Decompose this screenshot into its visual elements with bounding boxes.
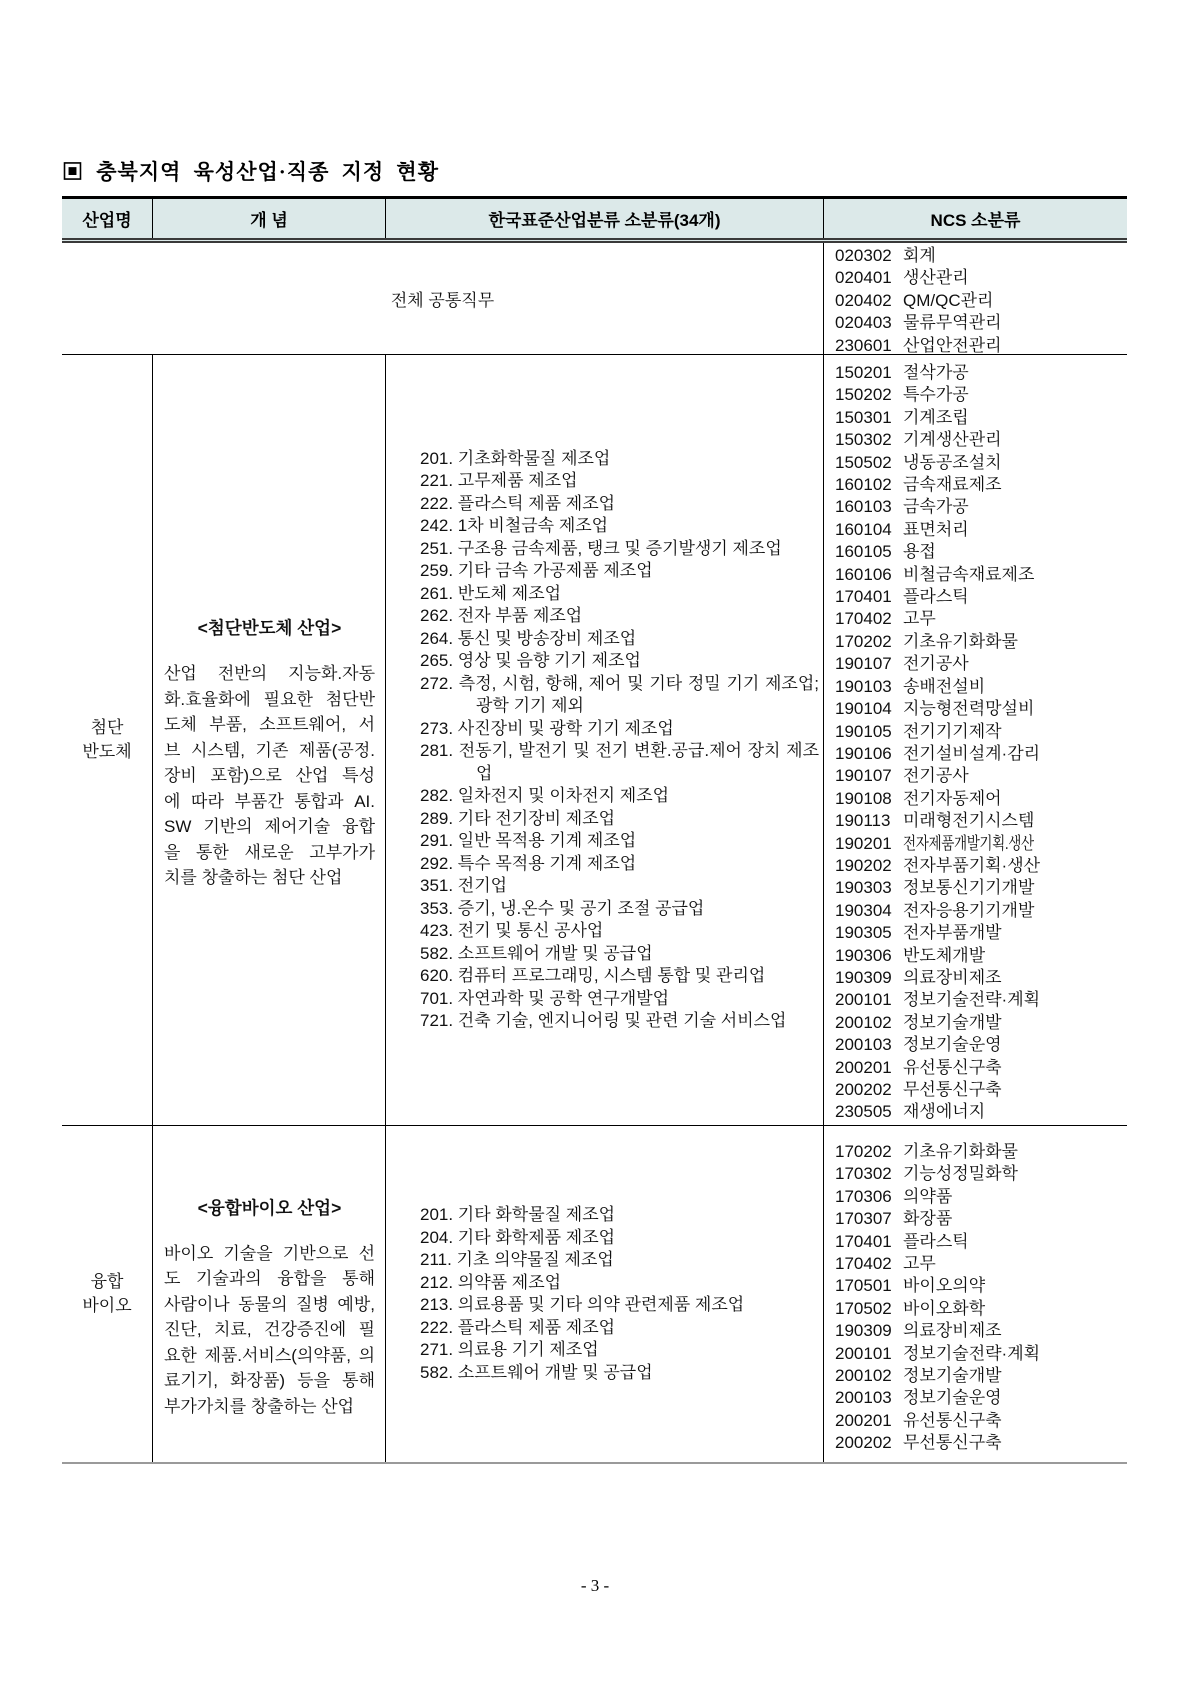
- ksic-item: 271. 의료용 기기 제조업: [420, 1340, 599, 1359]
- ksic-item: 292. 특수 목적용 기계 제조업: [420, 853, 637, 873]
- ncs-item: [835, 384, 1125, 406]
- ncs-item: [835, 1387, 1125, 1409]
- ksic-item: 701. 자연과학 및 공학 연구개발업: [420, 988, 670, 1008]
- ksic-item: 291. 일반 목적용 기계 제조업: [420, 831, 637, 850]
- ncs-item: [835, 1320, 1125, 1342]
- ksic-item: 222. 플라스틱 제품 제조업: [420, 1317, 616, 1337]
- concept-line: 사람이나 동물의 질병 예방,: [164, 1294, 375, 1314]
- ncs-code: 170402: [835, 1254, 892, 1274]
- ksic-item: 264. 통신 및 방송장비 제조업: [420, 628, 637, 648]
- ncs-code: 190104: [835, 699, 892, 719]
- concept-body: [164, 661, 375, 891]
- ncs-name: QM/QC관리: [903, 290, 994, 310]
- ncs-name: 전기공사: [903, 654, 969, 674]
- ncs-item: [835, 1163, 1125, 1185]
- ksic-item: 620. 컴퓨터 프로그래밍, 시스템 통합 및 관리업: [420, 966, 766, 985]
- ncs-name: 전자제품개발기획.생산: [903, 833, 1034, 853]
- ncs-item: [835, 267, 1125, 289]
- ncs-code: 020402: [835, 290, 892, 310]
- ncs-name: 회계: [903, 246, 936, 265]
- ncs-name: 전기설비설계·감리: [903, 743, 1041, 763]
- ncs-list-common: [823, 243, 1127, 354]
- ksic-item: 259. 기타 금속 가공제품 제조업: [420, 561, 653, 580]
- ncs-name: 의약품: [903, 1186, 953, 1206]
- ncs-item: [835, 1034, 1125, 1056]
- ncs-item: [835, 1432, 1125, 1454]
- industry-name-line: 융합: [90, 1272, 124, 1291]
- table-row-common-duties: [62, 243, 1127, 355]
- ncs-code: 190107: [835, 766, 892, 786]
- ncs-code: 230601: [835, 335, 892, 354]
- ncs-item: [835, 877, 1125, 899]
- ncs-name: 플라스틱: [903, 587, 969, 607]
- ncs-name: 송배전설비: [903, 676, 986, 696]
- ncs-code: 170502: [835, 1298, 892, 1318]
- ncs-item: [835, 1057, 1125, 1079]
- concept-line: 산업 전반의 지능화.자동: [164, 664, 375, 684]
- ncs-item: [835, 362, 1125, 384]
- ncs-item: [835, 586, 1125, 608]
- ksic-item: 222. 플라스틱 제품 제조업: [420, 493, 616, 513]
- table-header-row: [62, 199, 1127, 243]
- ncs-code: 190306: [835, 945, 892, 965]
- ncs-code: 170402: [835, 609, 892, 629]
- ncs-item: [835, 653, 1125, 675]
- ksic-item: 213. 의료용품 및 기타 의약 관련제품 제조업: [420, 1295, 745, 1314]
- ncs-name: 기능성정밀화학: [903, 1164, 1018, 1184]
- ncs-code: 160106: [835, 564, 892, 584]
- ncs-name: 산업안전관리: [903, 335, 1002, 354]
- ncs-code: 020401: [835, 268, 892, 288]
- ksic-item: 351. 전기업: [420, 876, 508, 895]
- header-cell-ksic: 한국표준산업분류 소분류(34개): [385, 199, 823, 238]
- ncs-name: 미래형전기시스템: [903, 811, 1035, 831]
- ncs-code: 160105: [835, 542, 892, 562]
- ksic-item: 251. 구조용 금속제품, 탱크 및 증기발생기 제조업: [420, 538, 782, 558]
- ncs-name: 고무: [903, 609, 936, 629]
- ncs-name: 고무: [903, 1254, 936, 1274]
- ncs-code: 190201: [835, 833, 892, 853]
- ncs-name: 정보통신기기개발: [903, 878, 1035, 898]
- ncs-code: 200202: [835, 1433, 892, 1453]
- ncs-item: [835, 631, 1125, 653]
- concept-line: SW 기반의 제어기술 융합: [164, 817, 375, 837]
- ksic-item: 582. 소프트웨어 개발 및 공급업: [420, 943, 653, 963]
- ncs-code: 190106: [835, 743, 892, 763]
- ncs-item: [835, 967, 1125, 989]
- ncs-code: 200101: [835, 1343, 892, 1363]
- table-row-bio: [62, 1126, 1127, 1464]
- concept-line: 진단, 치료, 건강증진에 필: [164, 1320, 375, 1340]
- ncs-code: 170401: [835, 1231, 892, 1251]
- concept-line: 장비 포함)으로 산업 특성: [164, 766, 375, 786]
- ncs-code: 190305: [835, 923, 892, 943]
- ncs-code: 200202: [835, 1080, 892, 1099]
- concept-line: 료기기, 화장품) 등을 통해: [164, 1371, 375, 1391]
- ncs-code: 200201: [835, 1057, 892, 1077]
- ncs-code: 190105: [835, 721, 892, 741]
- ncs-name: 반도체개발: [903, 945, 986, 965]
- ncs-name: 정보기술개발: [903, 1366, 1002, 1386]
- ncs-item: [835, 1298, 1125, 1320]
- ncs-name: 정보기술전략·계획: [903, 1343, 1041, 1363]
- ncs-code: 170306: [835, 1186, 892, 1206]
- industry-name-line: 바이오: [82, 1296, 132, 1315]
- ncs-name: 유선통신구축: [903, 1057, 1002, 1077]
- ncs-name: 무선통신구축: [903, 1080, 1002, 1099]
- industry-designation-table: [62, 196, 1127, 1464]
- ncs-item: [835, 541, 1125, 563]
- ncs-name: 금속재료제조: [903, 475, 1002, 495]
- industry-name-semiconductor: [62, 355, 152, 1125]
- ncs-item: [835, 922, 1125, 944]
- ncs-code: 150302: [835, 430, 892, 450]
- ncs-item: [835, 608, 1125, 630]
- ncs-name: 금속가공: [903, 497, 969, 517]
- ncs-code: 020403: [835, 313, 892, 333]
- concept-line: 을 통한 새로운 고부가가: [164, 842, 375, 862]
- concept-line: 도 기술과의 융합을 통해: [164, 1269, 375, 1289]
- ncs-code: 170302: [835, 1164, 892, 1184]
- ncs-item: [835, 788, 1125, 810]
- header-cell-concept: 개 념: [152, 199, 385, 238]
- ksic-item: 265. 영상 및 음향 기기 제조업: [420, 651, 641, 670]
- ncs-list-semiconductor: [823, 355, 1127, 1125]
- ksic-item: 281. 전동기, 발전기 및 전기 변환.공급.제어 장치 제조업: [420, 741, 819, 783]
- ncs-name: 유선통신구축: [903, 1410, 1002, 1430]
- ncs-name: 기초유기화화물: [903, 1142, 1018, 1161]
- concept-line: 부가가치를 창출하는 산업: [164, 1396, 355, 1416]
- ksic-item: 201. 기초화학물질 제조업: [420, 448, 611, 468]
- ncs-item: [835, 1253, 1125, 1275]
- ksic-item: 262. 전자 부품 제조업: [420, 606, 583, 625]
- concept-line: 브 시스템, 기존 제품(공정.: [164, 740, 375, 760]
- ncs-code: 190202: [835, 855, 892, 875]
- ncs-code: 200102: [835, 1366, 892, 1386]
- ksic-item: 289. 기타 전기장비 제조업: [420, 808, 616, 828]
- ncs-name: 전자응용기기개발: [903, 900, 1035, 920]
- ncs-code: 170501: [835, 1276, 892, 1296]
- ncs-code: 200101: [835, 990, 892, 1010]
- ncs-item: [835, 900, 1125, 922]
- ncs-name: 바이오화학: [903, 1298, 986, 1318]
- ncs-item: [835, 721, 1125, 743]
- ncs-item: [835, 519, 1125, 541]
- industry-name-bio: [62, 1126, 152, 1462]
- ncs-item: [835, 855, 1125, 877]
- ncs-code: 160102: [835, 475, 892, 495]
- header-cell-ncs: NCS 소분류: [823, 199, 1127, 238]
- ncs-name: 용접: [903, 542, 936, 562]
- concept-line: 화.효율화에 필요한 첨단반: [164, 689, 375, 709]
- ncs-item: [835, 1365, 1125, 1387]
- concept-title: <융합바이오 산업>: [197, 1197, 342, 1218]
- ncs-code: 020302: [835, 246, 892, 265]
- ncs-item: [835, 743, 1125, 765]
- ncs-name: 정보기술운영: [903, 1388, 1002, 1408]
- ncs-item: [835, 765, 1125, 787]
- ksic-item: 221. 고무제품 제조업: [420, 471, 578, 490]
- ncs-code: 150301: [835, 407, 892, 427]
- ncs-item: [835, 1208, 1125, 1230]
- ncs-code: 230505: [835, 1102, 892, 1122]
- ksic-item: 423. 전기 및 통신 공사업: [420, 921, 604, 940]
- ncs-item: [835, 312, 1125, 334]
- ksic-item: 211. 기초 의약물질 제조업: [420, 1250, 614, 1269]
- ncs-name: 기초유기화화물: [903, 631, 1018, 651]
- ncs-name: 정보기술운영: [903, 1035, 1002, 1055]
- ncs-name: 물류무역관리: [903, 313, 1002, 333]
- ncs-name: 무선통신구축: [903, 1433, 1002, 1453]
- ncs-code: 190103: [835, 676, 892, 696]
- ncs-item: [835, 1101, 1125, 1123]
- concept-line: 요한 제품.서비스(의약품, 의: [164, 1345, 375, 1365]
- ncs-item: [835, 1231, 1125, 1253]
- concept-line: 바이오 기술을 기반으로 선: [164, 1243, 375, 1263]
- ksic-item: 721. 건축 기술, 엔지니어링 및 관련 기술 서비스업: [420, 1011, 787, 1030]
- ncs-item: [835, 989, 1125, 1011]
- ncs-name: 정보기술개발: [903, 1012, 1002, 1032]
- ksic-item: 242. 1차 비철금속 제조업: [420, 516, 609, 535]
- ncs-item: [835, 1275, 1125, 1297]
- ncs-item: [835, 564, 1125, 586]
- ncs-name: 재생에너지: [903, 1102, 986, 1122]
- ksic-item: 212. 의약품 제조업: [420, 1272, 562, 1292]
- ncs-code: 150502: [835, 452, 892, 472]
- page-title: ▣ 충북지역 육성산업·직종 지정 현황: [62, 160, 440, 184]
- ncs-name: 기계생산관리: [903, 430, 1002, 450]
- ksic-list-semiconductor: [385, 355, 823, 1125]
- ncs-code: 150202: [835, 385, 892, 405]
- ncs-code: 170307: [835, 1209, 892, 1229]
- ncs-item: [835, 407, 1125, 429]
- ncs-item: [835, 496, 1125, 518]
- ksic-item: 272. 측정, 시험, 항해, 제어 및 기타 정밀 기기 제조업; 광학 기기 제외: [420, 673, 819, 715]
- ncs-name: 냉동공조설치: [903, 452, 1002, 472]
- ksic-item: 353. 증기, 냉.온수 및 공기 조절 공급업: [420, 898, 705, 918]
- ncs-item: [835, 1410, 1125, 1432]
- ncs-code: 150201: [835, 363, 892, 382]
- ncs-code: 160103: [835, 497, 892, 517]
- ksic-item: 261. 반도체 제조업: [420, 583, 562, 603]
- ncs-item: [835, 945, 1125, 967]
- ncs-item: [835, 335, 1125, 354]
- ncs-code: 190309: [835, 1321, 892, 1341]
- ncs-code: 200201: [835, 1410, 892, 1430]
- ncs-name: 절삭가공: [903, 363, 969, 382]
- ncs-name: 지능형전력망설비: [903, 699, 1035, 719]
- ncs-code: 190303: [835, 878, 892, 898]
- ncs-code: 170401: [835, 587, 892, 607]
- concept-line: 에 따라 부품간 통합과 AI.: [164, 791, 375, 811]
- industry-name-line: 첨단: [90, 718, 124, 737]
- page-number: - 3 -: [580, 1576, 610, 1595]
- ncs-code: 170202: [835, 631, 892, 651]
- concept-title: <첨단반도체 산업>: [197, 618, 342, 639]
- concept-cell-semiconductor: [152, 355, 385, 1125]
- ncs-item: [835, 429, 1125, 451]
- ksic-item: 204. 기타 화학제품 제조업: [420, 1227, 616, 1247]
- ncs-item: [835, 245, 1125, 267]
- ncs-item: [835, 1141, 1125, 1163]
- ksic-item: 582. 소프트웨어 개발 및 공급업: [420, 1362, 653, 1382]
- ncs-item: [835, 1186, 1125, 1208]
- ncs-name: 생산관리: [903, 268, 969, 288]
- ncs-code: 190108: [835, 788, 892, 808]
- ncs-name: 의료장비제조: [903, 967, 1002, 987]
- ncs-name: 전기자동제어: [903, 788, 1002, 808]
- ncs-item: [835, 676, 1125, 698]
- ncs-item: [835, 1343, 1125, 1365]
- ncs-code: 200103: [835, 1035, 892, 1055]
- ncs-name: 전자부품개발: [903, 923, 1002, 943]
- ncs-name: 화장품: [903, 1209, 953, 1229]
- ncs-name: 전기기기제작: [903, 721, 1002, 741]
- ncs-name: 기계조립: [903, 407, 969, 427]
- ncs-name: 전기공사: [903, 766, 969, 786]
- ncs-code: 200102: [835, 1012, 892, 1032]
- ncs-item: [835, 474, 1125, 496]
- ncs-code: 190304: [835, 900, 892, 920]
- ncs-item: [835, 810, 1125, 832]
- ncs-item: [835, 833, 1125, 855]
- concept-body: [164, 1241, 375, 1420]
- ncs-code: 190113: [835, 811, 891, 831]
- ksic-item: 273. 사진장비 및 광학 기기 제조업: [420, 718, 674, 738]
- common-duties-label: 전체 공통직무: [390, 291, 495, 310]
- concept-line: 치를 창출하는 첨단 산업: [164, 868, 343, 888]
- ncs-name: 특수가공: [903, 385, 969, 405]
- ncs-code: 200103: [835, 1388, 892, 1408]
- ncs-item: [835, 698, 1125, 720]
- ncs-item: [835, 1012, 1125, 1034]
- ncs-name: 플라스틱: [903, 1231, 969, 1251]
- ncs-name: 바이오의약: [903, 1276, 986, 1296]
- ncs-code: 190309: [835, 967, 892, 987]
- ncs-name: 정보기술전략·계획: [903, 990, 1041, 1010]
- table-row-semiconductor: [62, 355, 1127, 1126]
- ncs-item: [835, 290, 1125, 312]
- ncs-item: [835, 452, 1125, 474]
- concept-line: 도체 부품, 소프트웨어, 서: [164, 715, 375, 735]
- ncs-name: 비철금속재료제조: [903, 564, 1035, 584]
- header-cell-industry: 산업명: [82, 211, 132, 230]
- ncs-code: 190107: [835, 654, 892, 674]
- ncs-list-bio: [823, 1126, 1127, 1462]
- ksic-item: 282. 일차전지 및 이차전지 제조업: [420, 786, 670, 805]
- ncs-name: 표면처리: [903, 519, 969, 539]
- industry-name-line: 반도체: [82, 742, 132, 761]
- ksic-list-bio: [385, 1126, 823, 1462]
- ksic-item: 201. 기타 화학물질 제조업: [420, 1205, 616, 1224]
- concept-cell-bio: [152, 1126, 385, 1462]
- ncs-name: 전자부품기획·생산: [903, 855, 1041, 875]
- ncs-name: 의료장비제조: [903, 1321, 1002, 1341]
- ncs-code: 170202: [835, 1142, 892, 1161]
- ncs-item: [835, 1079, 1125, 1101]
- ncs-code: 160104: [835, 519, 892, 539]
